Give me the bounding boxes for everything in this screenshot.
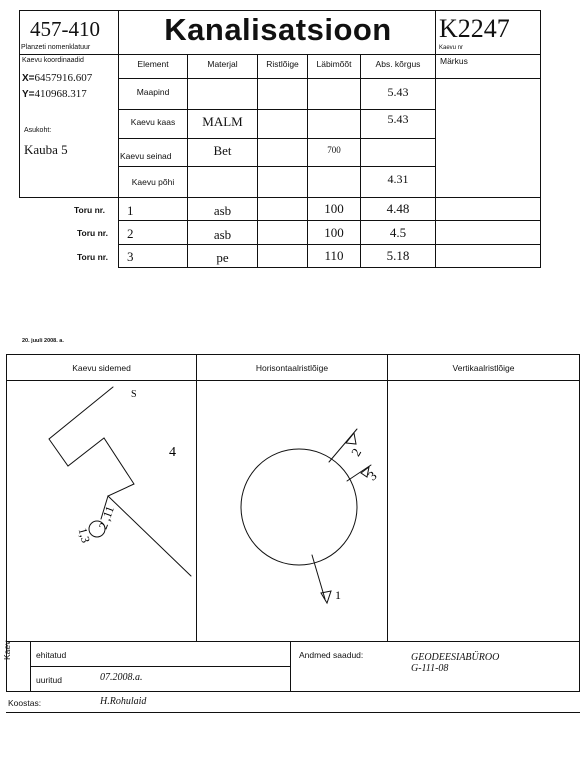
data-source-value: GEODEESIABÜROO bbox=[411, 652, 500, 663]
pipe-3-mark: 3 bbox=[364, 467, 380, 484]
pipe-abs: 4.5 bbox=[389, 225, 407, 240]
col-header-cross-section: Ristlõige bbox=[266, 59, 299, 69]
pipe-nr: 1 bbox=[127, 203, 134, 218]
coord-x-value: 6457916.607 bbox=[34, 72, 93, 84]
coord-y bbox=[22, 88, 87, 100]
pipe-label: Toru nr. bbox=[77, 228, 109, 238]
section-horizontal-title: Horisontaalristlõige bbox=[255, 363, 329, 373]
pipe-nr: 3 bbox=[127, 249, 134, 264]
row-element: Kaevu kaas bbox=[130, 117, 176, 127]
horizontal-section-sketch bbox=[197, 381, 387, 641]
pipe-diameter: 110 bbox=[324, 248, 344, 263]
coord-y-value: 410968.317 bbox=[34, 88, 87, 100]
pipe-label: Toru nr. bbox=[77, 252, 109, 262]
surveyed-label: uuritud bbox=[36, 675, 62, 685]
pipe-label: Toru nr. bbox=[74, 205, 106, 215]
row-element: Maapind bbox=[136, 87, 170, 97]
building-outline bbox=[49, 387, 191, 576]
row-abs: 5.43 bbox=[387, 112, 409, 126]
pipe-2-mark: 2 bbox=[347, 445, 365, 459]
connections-sketch bbox=[7, 381, 196, 641]
section-connections-title: Kaevu sidemed bbox=[72, 363, 131, 373]
coords-label: Kaevu koordinaadid bbox=[22, 57, 84, 64]
pipe-1-arrow-icon bbox=[321, 591, 331, 603]
surveyed-value: 07.2008.a. bbox=[100, 672, 143, 683]
manhole-outline-icon bbox=[241, 449, 357, 565]
page-title: Kanalisatsioon bbox=[164, 12, 392, 47]
sheet-number: 457-410 bbox=[30, 17, 100, 41]
address-label: Asukoht: bbox=[24, 127, 52, 134]
data-source-label: Andmed saadud: bbox=[299, 650, 364, 660]
row-element: Kaevu seinad bbox=[120, 151, 172, 161]
address-value: Kauba 5 bbox=[24, 142, 68, 157]
pipe-abs: 5.18 bbox=[386, 248, 410, 263]
row-abs: 5.43 bbox=[387, 85, 409, 99]
row-material: MALM bbox=[202, 114, 243, 129]
pipe-material: pe bbox=[216, 250, 229, 265]
coord-x bbox=[22, 72, 92, 84]
pipe-mark-right: 2 ,11 bbox=[95, 504, 117, 532]
pipe-material: asb bbox=[213, 203, 232, 218]
author-value: H.Rohulaid bbox=[100, 696, 147, 707]
built-label: ehitatud bbox=[36, 650, 67, 660]
pipe-1-mark: 1 bbox=[335, 588, 341, 602]
col-header-diameter: Läbimõõt bbox=[316, 59, 352, 69]
pipe-2-arrow-icon bbox=[346, 433, 356, 444]
pipe-nr: 2 bbox=[127, 226, 134, 241]
survey-date: 20. juuli 2008. a. bbox=[22, 338, 64, 344]
row-diameter: 700 bbox=[327, 145, 341, 155]
pipe-mark-left: 1,3 bbox=[75, 526, 93, 545]
row-material: Bet bbox=[213, 143, 232, 158]
section-vertical-title: Vertikaalristlõige bbox=[452, 363, 515, 373]
row-element: Kaevu põhi bbox=[131, 177, 175, 187]
four-mark: 4 bbox=[169, 445, 176, 460]
row-abs: 4.31 bbox=[387, 172, 409, 186]
pipe-abs: 4.48 bbox=[386, 201, 410, 216]
col-header-notes: Märkus bbox=[440, 56, 468, 66]
kaev-label: Kaev bbox=[2, 640, 12, 660]
data-source-code: G-111-08 bbox=[411, 663, 449, 674]
coord-y-label: Y= bbox=[22, 89, 35, 100]
col-header-element: Element bbox=[137, 59, 169, 69]
col-header-material: Materjal bbox=[207, 59, 238, 69]
author-label: Koostas: bbox=[8, 698, 42, 708]
pipe-diameter: 100 bbox=[324, 201, 344, 216]
pipe-diameter: 100 bbox=[324, 225, 344, 240]
s-mark: S bbox=[131, 389, 137, 400]
col-header-abs-height: Abs. kõrgus bbox=[375, 59, 421, 69]
coord-x-label: X= bbox=[22, 73, 35, 84]
sheet-label: Planzeti nomenklatuur bbox=[21, 44, 91, 51]
pipe-material: asb bbox=[213, 227, 232, 242]
well-id: K2247 bbox=[439, 14, 510, 43]
well-label: Kaevu nr bbox=[439, 45, 464, 51]
